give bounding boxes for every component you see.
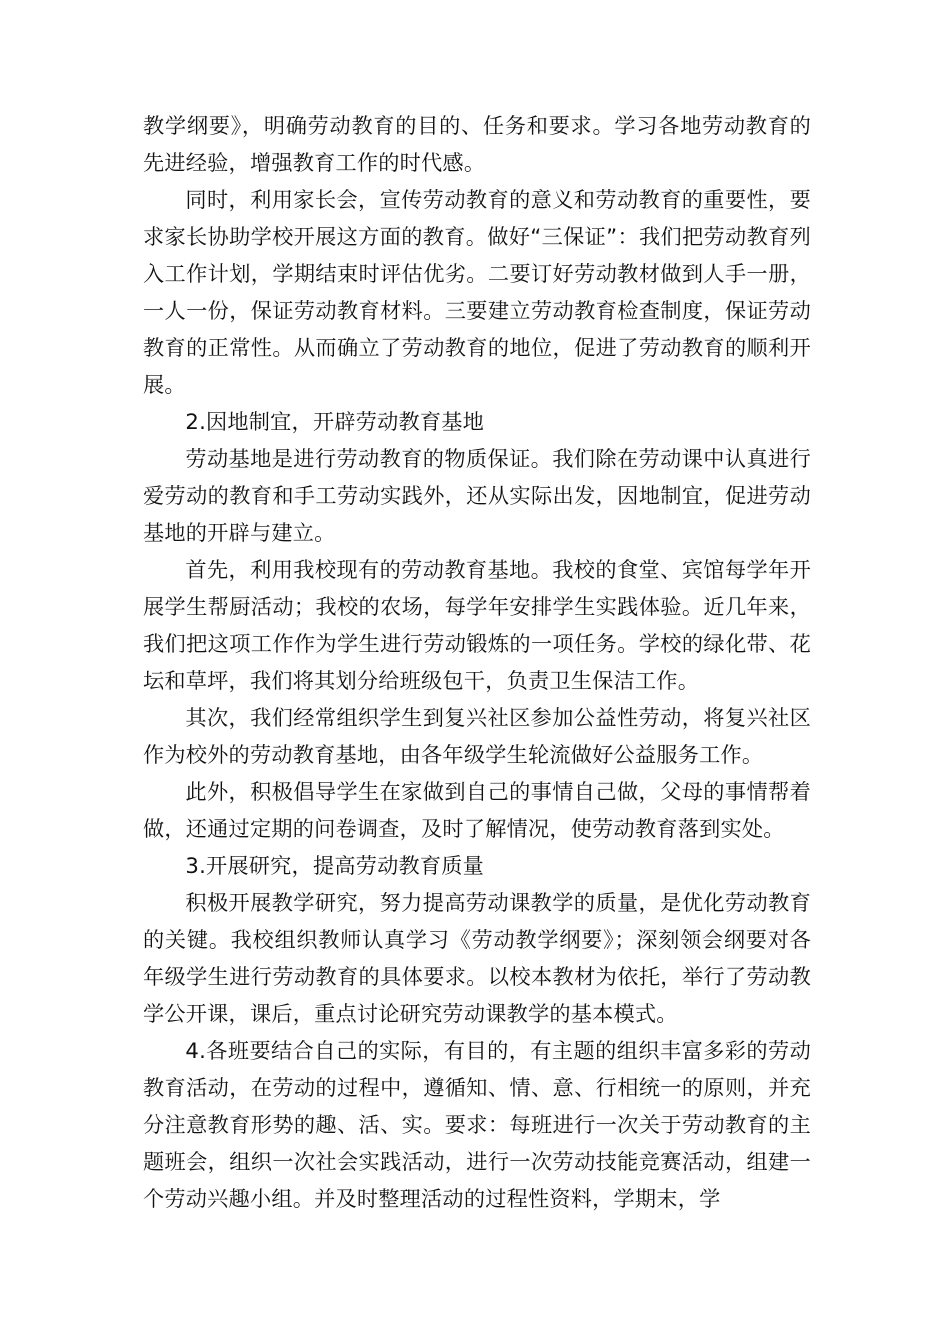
section-heading-3: 3.开展研究，提高劳动教育质量: [185, 853, 485, 878]
paragraph-continuation: 教学纲要》，明确劳动教育的目的、任务和要求。学习各地劳动教育的先进经验，增强教育工作的时代感。: [143, 113, 811, 175]
paragraph-additionally: 此外，积极倡导学生在家做到自己的事情自己做，父母的事情帮着做，还通过定期的问卷调查，及时了解情况，使劳动教育落到实处。: [143, 779, 811, 841]
paragraph-research: 积极开展教学研究，努力提高劳动课教学的质量，是优化劳动教育的关键。我校组织教师认真学习《劳动教学纲要》；深刻领会纲要对各年级学生进行劳动教育的具体要求。以校本教材为依托，举行了劳动教学公开课，课后，重点讨论研究劳动课教学的基本模式。: [143, 890, 811, 1026]
paragraph-class-activities: 4.各班要结合自己的实际，有目的，有主题的组织丰富多彩的劳动教育活动，在劳动的过程中，遵循知、情、意、行相统一的原则，并充分注意教育形势的趣、活、实。要求：每班进行一次关于劳动教育的主题班会，组织一次社会实践活动，进行一次劳动技能竞赛活动，组建一个劳动兴趣小组。并及时整理活动的过程性资料，学期末，学: [143, 1038, 811, 1211]
paragraph-labor-base: 劳动基地是进行劳动教育的物质保证。我们除在劳动课中认真进行爱劳动的教育和手工劳动实践外，还从实际出发，因地制宜，促进劳动基地的开辟与建立。: [143, 446, 811, 545]
section-heading-2: 2.因地制宜，开辟劳动教育基地: [185, 409, 485, 434]
paragraph-second: 其次，我们经常组织学生到复兴社区参加公益性劳动，将复兴社区作为校外的劳动教育基地，由各年级学生轮流做好公益服务工作。: [143, 705, 811, 767]
paragraph-first: 首先，利用我校现有的劳动教育基地。我校的食堂、宾馆每学年开展学生帮厨活动；我校的农场，每学年安排学生实践体验。近几年来，我们把这项工作作为学生进行劳动锻炼的一项任务。学校的绿化带、花坛和草坪，我们将其划分给班级包干，负责卫生保洁工作。: [143, 557, 811, 693]
document-body: [143, 107, 811, 1217]
paragraph-parent-meeting: 同时，利用家长会，宣传劳动教育的意义和劳动教育的重要性，要求家长协助学校开展这方面的教育。做好“三保证”：我们把劳动教育列入工作计划，学期结束时评估优劣。二要订好劳动教材做到人手一册，一人一份，保证劳动教育材料。三要建立劳动教育检查制度，保证劳动教育的正常性。从而确立了劳动教育的地位，促进了劳动教育的顺利开展。: [143, 187, 811, 397]
